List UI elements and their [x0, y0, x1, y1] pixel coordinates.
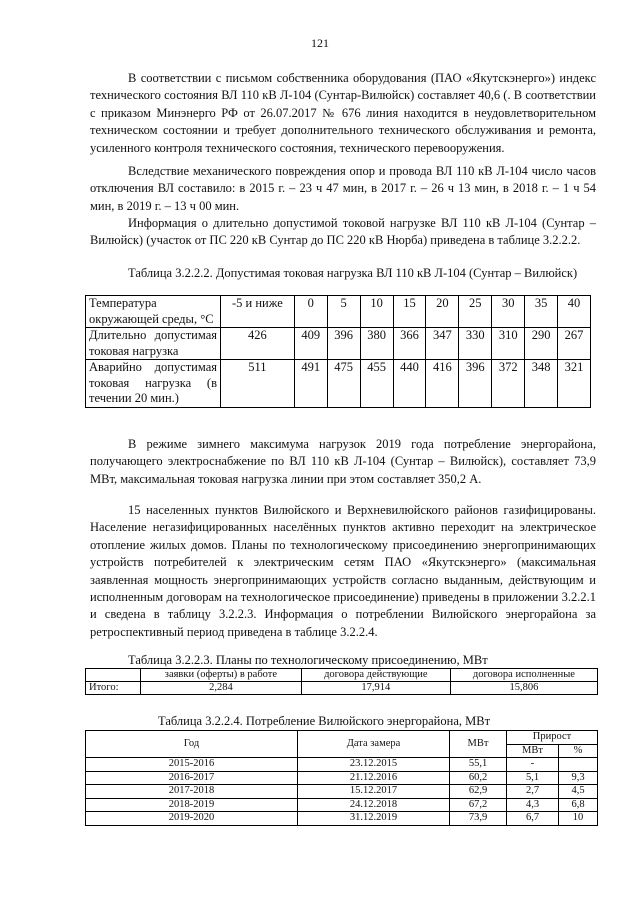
- table-cell: 290: [525, 328, 558, 360]
- table-cell: %: [559, 744, 598, 758]
- table-cell: заявки (оферты) в работе: [141, 669, 302, 682]
- table-row: [86, 296, 591, 328]
- table-cell: 396: [459, 360, 492, 408]
- table-cell: 366: [393, 328, 426, 360]
- table-cell: [86, 669, 141, 682]
- table1-caption: Таблица 3.2.2.2. Допустимая токовая нагрузка ВЛ 110 кВ Л-104 (Сунтар – Вилюйск): [128, 266, 578, 280]
- table-cell: МВт: [507, 744, 559, 758]
- table-cell: 396: [327, 328, 360, 360]
- table-row: [86, 758, 598, 772]
- table-cell: 310: [492, 328, 525, 360]
- table-row: [86, 771, 598, 785]
- table-row: [86, 798, 598, 812]
- table-cell: 31.12.2019: [298, 812, 450, 826]
- table-row: [86, 669, 598, 682]
- paragraph-winter-peak: В режиме зимнего максимума нагрузок 2019 года потребление энергорайона, получающего электроснабжение по ВЛ 110 кВ Л-104 (Сунтар – Вилюйск), составляет 73,9 МВт, максимальная токовая нагрузка линии при этом составляет 350,2 А.: [90, 437, 596, 486]
- table-cell: 15.12.2017: [298, 785, 450, 799]
- paragraph-current-load-info: Информация о длительно допустимой токовой нагрузке ВЛ 110 кВ Л-104 (Сунтар – Вилюйск) (участок от ПС 220 кВ Сунтар до ПС 220 кВ Нюрба) приведена в таблице 3.2.2.2.: [90, 216, 596, 248]
- table-cell: [559, 758, 598, 772]
- table-cell: -: [507, 758, 559, 772]
- table-cell: 67,2: [450, 798, 507, 812]
- table-cell: 40: [558, 296, 591, 328]
- table-cell: Дата замера: [298, 731, 450, 758]
- table-cell: Температура окружающей среды, °С: [86, 296, 221, 328]
- table-row: [86, 812, 598, 826]
- table-cell: 10: [360, 296, 393, 328]
- table-cell: 73,9: [450, 812, 507, 826]
- table-row: [86, 360, 591, 408]
- table-cell: 491: [294, 360, 327, 408]
- current-load-table: [85, 295, 591, 408]
- table-cell: 20: [426, 296, 459, 328]
- paragraph-condition-index: В соответствии с письмом собственника оборудования (ПАО «Якутскэнерго») индекс технического состояния ВЛ 110 кВ Л-104 (Сунтар-Вилюйск) составляет 40,6 (. В соответствии с приказом Минэнерго РФ от 26.07.2017 № 676 линия находится в неудовлетворительном техническом состоянии и требует дополнительного технического обслуживания и ремонта, усиленного контроля технического состояния, технического перевооружения.: [90, 71, 596, 155]
- table-cell: 6,7: [507, 812, 559, 826]
- table-cell: 455: [360, 360, 393, 408]
- table-cell: 23.12.2015: [298, 758, 450, 772]
- table-cell: 15: [393, 296, 426, 328]
- table-cell: Итого:: [86, 682, 141, 695]
- table-cell: 380: [360, 328, 393, 360]
- table-row: [86, 731, 598, 745]
- table-cell: Прирост: [507, 731, 598, 745]
- table-cell: договора исполненные: [450, 669, 597, 682]
- consumption-table: [85, 730, 598, 826]
- table-cell: 267: [558, 328, 591, 360]
- table-cell: 475: [327, 360, 360, 408]
- table-cell: 24.12.2018: [298, 798, 450, 812]
- table-cell: договора действующие: [301, 669, 450, 682]
- table-cell: 511: [221, 360, 295, 408]
- table-cell: 17,914: [301, 682, 450, 695]
- table-cell: 21.12.2016: [298, 771, 450, 785]
- table-cell: 25: [459, 296, 492, 328]
- table-cell: 426: [221, 328, 295, 360]
- table-cell: 4,3: [507, 798, 559, 812]
- table-cell: Аварийно допустимая токовая нагрузка (в течении 20 мин.): [86, 360, 221, 408]
- table-cell: 5: [327, 296, 360, 328]
- table-cell: 2,7: [507, 785, 559, 799]
- table-cell: 55,1: [450, 758, 507, 772]
- connection-plans-table: [85, 668, 598, 695]
- table-cell: 2018-2019: [86, 798, 298, 812]
- table-cell: 30: [492, 296, 525, 328]
- table-cell: 0: [294, 296, 327, 328]
- table-cell: 35: [525, 296, 558, 328]
- table-cell: 62,9: [450, 785, 507, 799]
- table-cell: 2019-2020: [86, 812, 298, 826]
- table-cell: 330: [459, 328, 492, 360]
- table3-caption: Таблица 3.2.2.4. Потребление Вилюйского энергорайона, МВт: [158, 714, 491, 728]
- table2-caption: Таблица 3.2.2.3. Планы по технологическому присоединению, МВт: [128, 653, 488, 667]
- table-cell: 15,806: [450, 682, 597, 695]
- table-cell: 5,1: [507, 771, 559, 785]
- paragraph-outage-hours: Вследствие механического повреждения опор и провода ВЛ 110 кВ Л-104 число часов отключения ВЛ составило: в 2015 г. – 23 ч 47 мин, в 2017 г. – 26 ч 13 мин, в 2018 г. – 1 ч 54 мин, в 2019 г. – 13 ч 00 мин.: [90, 164, 596, 213]
- table-cell: 440: [393, 360, 426, 408]
- paragraph-gasification: 15 населенных пунктов Вилюйского и Верхневилюйского районов газифицированы. Население негазифицированных населённых пунктов активно переходит на электрическое отопление жилых домов. Планы по технологическому присоединению энергопринимающих устройств потребителей к электрическим сетям ПАО «Якутскэнерго» (максимальная заявленная мощность энергопринимающих устройств согласно выданным, действующим и исполненным договорам на технологическое присоединение) приведены в приложении 3.2.2.1 и сведена в таблицу 3.2.2.3. Информация о потреблении Вилюйского энергорайона за ретроспективный период приведена в таблице 3.2.2.4.: [90, 503, 596, 639]
- table-cell: 348: [525, 360, 558, 408]
- table-cell: 2016-2017: [86, 771, 298, 785]
- table-cell: 10: [559, 812, 598, 826]
- table-cell: 60,2: [450, 771, 507, 785]
- table-cell: 2017-2018: [86, 785, 298, 799]
- table-cell: 4,5: [559, 785, 598, 799]
- table-cell: 321: [558, 360, 591, 408]
- table-cell: 2015-2016: [86, 758, 298, 772]
- table-cell: Длительно допустимая токовая нагрузка: [86, 328, 221, 360]
- table-cell: 6,8: [559, 798, 598, 812]
- table-cell: 416: [426, 360, 459, 408]
- table-cell: 409: [294, 328, 327, 360]
- table-cell: 9,3: [559, 771, 598, 785]
- table-cell: Год: [86, 731, 298, 758]
- table-cell: -5 и ниже: [221, 296, 295, 328]
- table-row: [86, 682, 598, 695]
- table-cell: 372: [492, 360, 525, 408]
- table-row: [86, 328, 591, 360]
- table-cell: МВт: [450, 731, 507, 758]
- table-cell: 347: [426, 328, 459, 360]
- table-cell: 2,284: [141, 682, 302, 695]
- page-number: 121: [311, 36, 329, 50]
- table-row: [86, 785, 598, 799]
